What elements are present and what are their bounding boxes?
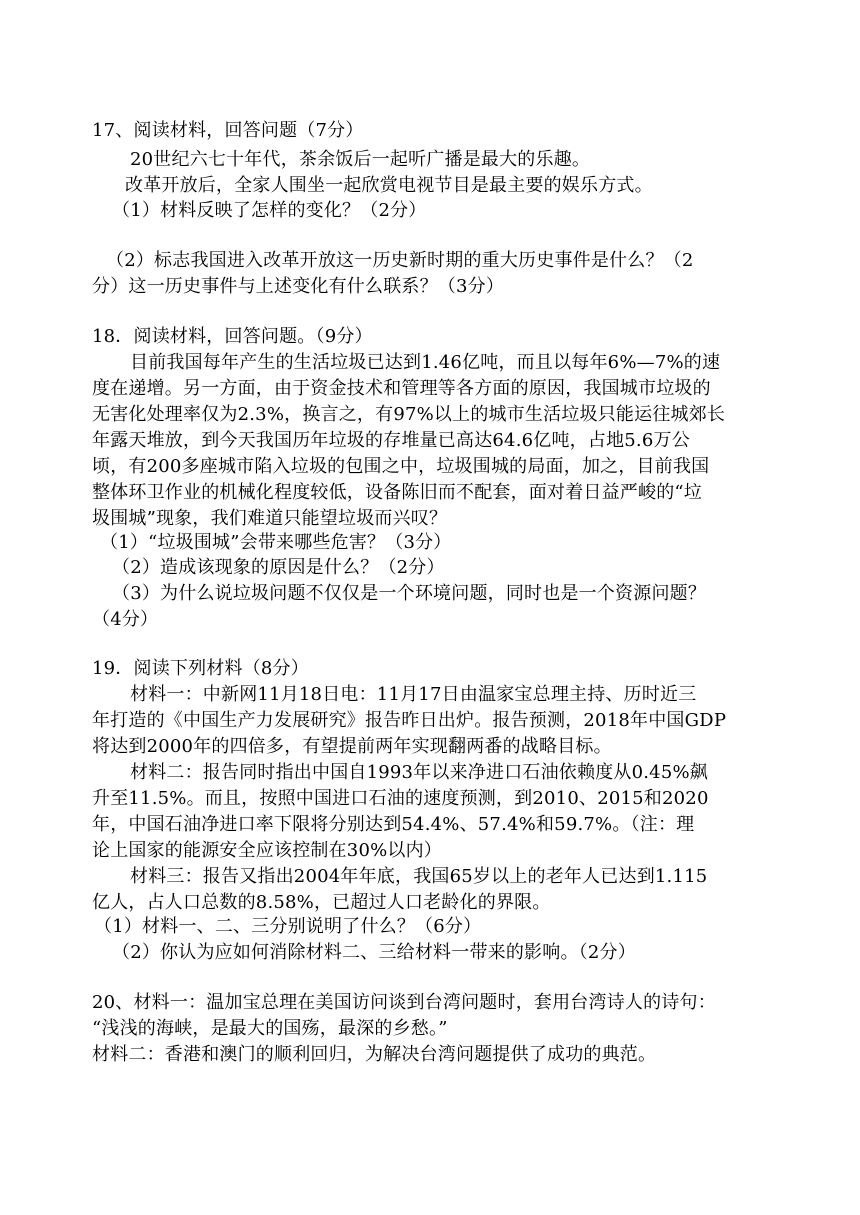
q19-material-1-line-2: 年打造的《中国生产力发展研究》报告昨日出炉。报告预测，2018年中国GDP xyxy=(92,710,727,731)
q18-sub-question-3-line-2: （4分） xyxy=(92,609,159,630)
q18-title: 18．阅读材料，回答问题。（9分） xyxy=(92,326,373,347)
q19-material-2-line-4: 论上国家的能源安全应该控制在30%以内） xyxy=(92,840,443,861)
q19-material-2-line-1: 材料二：报告同时指出中国自1993年以来净进口石油依赖度从0.45%飙 xyxy=(130,762,708,783)
q20-material-2: 材料二：香港和澳门的顺利回归，为解决台湾问题提供了成功的典范。 xyxy=(92,1044,657,1065)
q18-sub-question-2: （2）造成该现象的原因是什么？（2分） xyxy=(112,557,445,578)
q17-paragraph-1: 20世纪六七十年代，茶余饭后一起听广播是最大的乐趣。 xyxy=(130,149,591,170)
q18-material-line-2: 度在递增。另一方面，由于资金技术和管理等各方面的原因，我国城市垃圾的 xyxy=(92,378,711,399)
q19-material-3-line-2: 亿人，占人口总数的8.58%，已超过人口老龄化的界限。 xyxy=(92,892,551,913)
q19-material-2-line-2: 升至11.5%。而且，按照中国进口石油的速度预测，到2010、2015和2020 xyxy=(92,788,709,809)
q17-sub-question-2-line-1: （2）标志我国进入改革开放这一历史新时期的重大历史事件是什么？（2 xyxy=(106,250,694,271)
q19-material-1-line-3: 将达到2000年的四倍多，有望提前两年实现翻两番的战略目标。 xyxy=(92,736,612,757)
q18-sub-question-3-line-1: （3）为什么说垃圾问题不仅仅是一个环境问题，同时也是一个资源问题？ xyxy=(112,583,707,604)
q19-sub-question-1: （1）材料一、二、三分别说明了什么？（6分） xyxy=(94,916,482,937)
q20-material-1-line-1: 20、材料一：温加宝总理在美国访问谈到台湾问题时，套用台湾诗人的诗句： xyxy=(92,992,716,1013)
q17-paragraph-2: 改革开放后，全家人围坐一起欣赏电视节目是最主要的娱乐方式。 xyxy=(125,175,653,196)
q18-material-line-4: 年露天堆放，到今天我国历年垃圾的存堆量已高达64.6亿吨，占地5.6万公 xyxy=(92,430,690,451)
q18-material-line-5: 顷，有200多座城市陷入垃圾的包围之中，垃圾围城的局面，加之，目前我国 xyxy=(92,456,710,477)
q18-material-line-6: 整体环卫作业的机械化程度较低，设备陈旧而不配套，面对着日益严峻的“垃 xyxy=(92,482,702,503)
q18-sub-question-1: （1）“垃圾围城”会带来哪些危害？（3分） xyxy=(100,532,452,553)
q17-sub-question-1: （1）材料反映了怎样的变化？（2分） xyxy=(112,200,427,221)
q19-material-1-line-1: 材料一：中新网11月18日电：11月17日由温家宝总理主持、历时近三 xyxy=(130,684,697,705)
q18-material-line-1: 目前我国每年产生的生活垃圾已达到1.46亿吨，而且以每年6%—7%的速 xyxy=(130,352,721,373)
q19-sub-question-2: （2）你认为应如何消除材料二、三给材料一带来的影响。（2分） xyxy=(112,942,636,963)
q19-material-2-line-3: 年，中国石油净进口率下限将分别达到54.4%、57.4%和59.7%。（注：理 xyxy=(92,814,695,835)
q19-title: 19．阅读下列材料（8分） xyxy=(92,658,309,679)
q17-sub-question-2-line-2: 分）这一历史事件与上述变化有什么联系？（3分） xyxy=(92,276,505,297)
q17-title: 17、阅读材料，回答问题（7分） xyxy=(92,120,364,141)
q19-material-3-line-1: 材料三：报告又指出2004年年底，我国65岁以上的老年人已达到1.115 xyxy=(130,866,708,887)
q20-material-1-line-2: “浅浅的海峡，是最大的国殇，最深的乡愁。” xyxy=(92,1018,448,1039)
q18-material-line-3: 无害化处理率仅为2.3%，换言之，有97%以上的城市生活垃圾只能运往城郊长 xyxy=(92,404,726,425)
q18-material-line-7: 圾围城”现象，我们难道只能望垃圾而兴叹？ xyxy=(92,508,448,529)
